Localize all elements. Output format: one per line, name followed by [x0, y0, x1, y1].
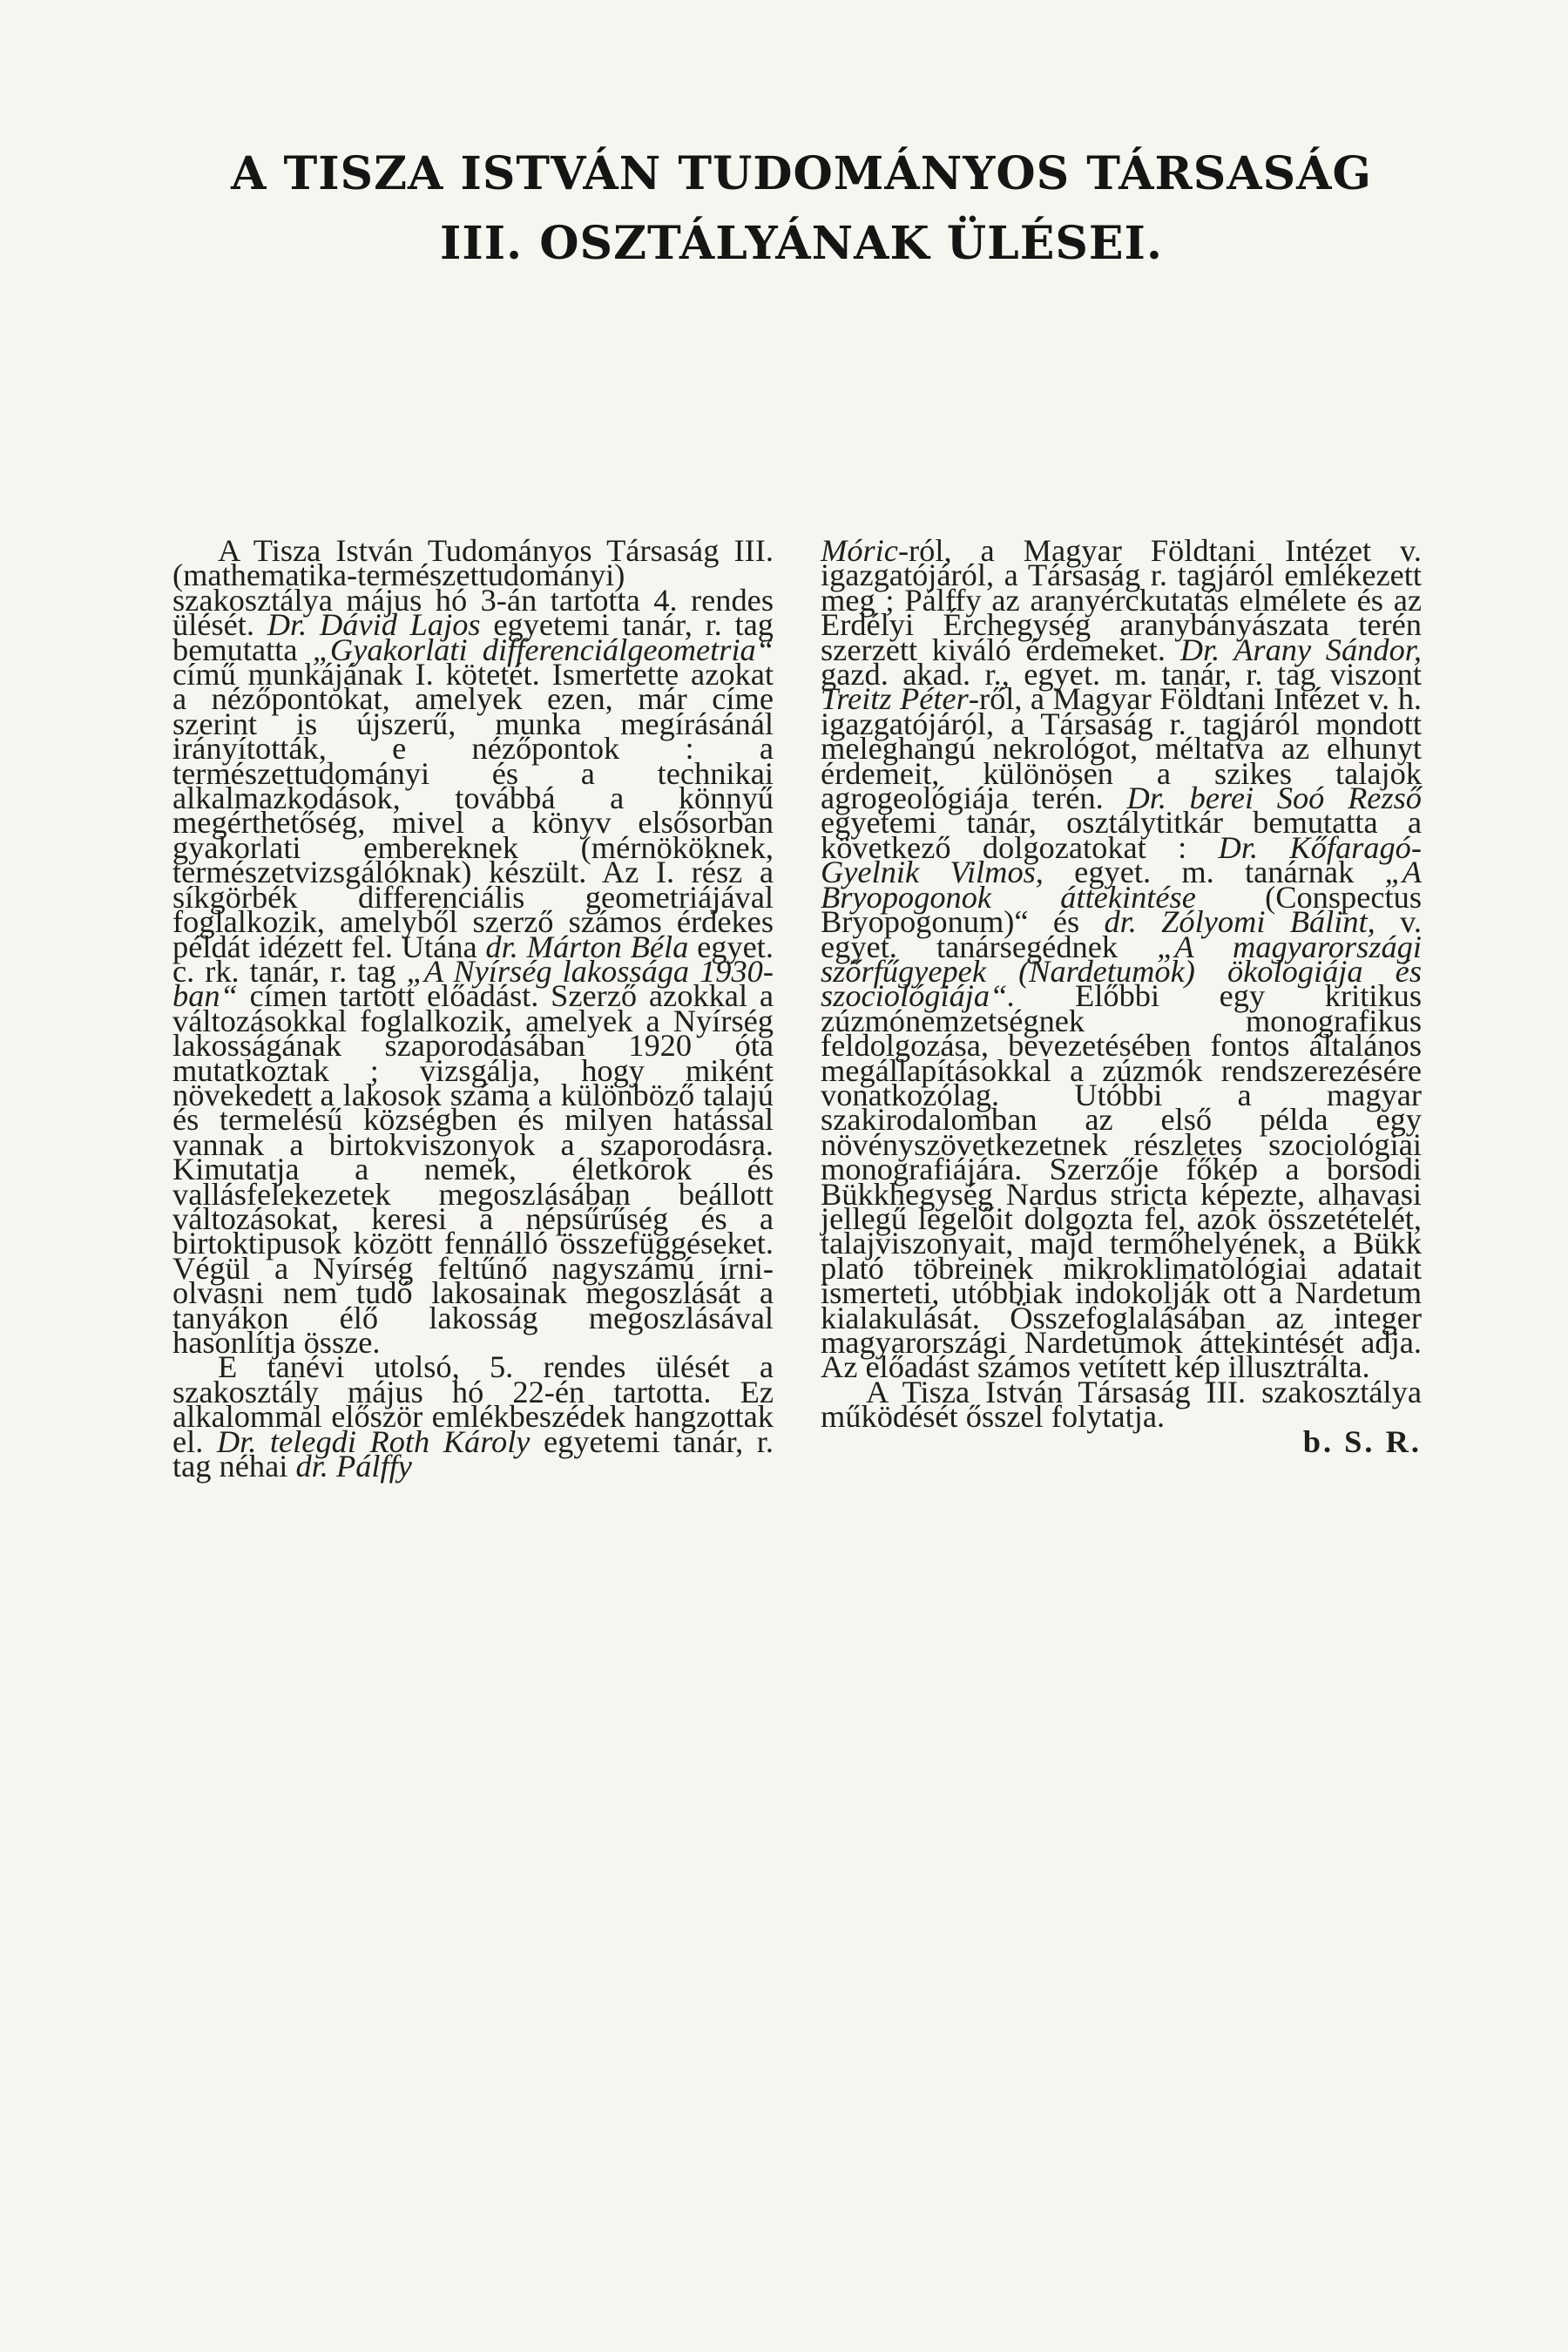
text-run: (Conspectus Bryopogonum)“ és [821, 879, 1422, 940]
italic-run: „Gyakorlati differenciálgeometria“ [312, 632, 774, 667]
page-title [174, 139, 1429, 279]
italic-run: Dr. telegdi Roth Károly [216, 1423, 531, 1459]
text-run: egyet. c. rk. tanár, r. tag [172, 929, 774, 989]
italic-run: Dr. Dávid Lajos [267, 607, 481, 643]
text-run: című munkájának I. kötetét. Ismertette azokat a nézőpontokat, amelyek ezen, már címe szerint is újszerű, munka megírásánál irányították, e nézőpontok : a természettudományi és a technikai alkalmazkodások, továbbá a könnyű megérthetőség, mivel a könyv elsősorban gyakorlati embereknek (mérnököknek, természetvizsgálóknak) készült. Az I. rész a síkgörbék differenciális geometriájával foglalkozik, amelyből szerző számos érdekes példát idézett fel. Utána [172, 657, 774, 964]
italic-run: „A magyarországi szőrfűgyepek (Nardetumok) ökologiája és szociológiája“. [821, 929, 1422, 1014]
text-run: -ről, a Magyar Földtani Intézet v. h. igazgatójáról, a Társaság r. tagjáról mondott meleghangú nekrológot, méltatva az elhunyt érdemeit, különösen a szikes talajok agrogeológiája terén. [821, 681, 1422, 816]
paragraph [172, 533, 774, 1360]
italic-run: dr. Pálffy [295, 1449, 412, 1484]
right-column [821, 533, 1423, 1459]
paragraph [172, 1349, 774, 1484]
text-run: -ról, a Magyar Földtani Intézet v. igazgatójáról, a Társaság r. tagjáról emlékezett meg ; Pálffy az aranyérckutatás elmélete és az Erdélyi Érchegység aranybányászata terén szerzett kiváló érdemeket. [821, 533, 1422, 667]
text-run: v. egyet. tanársegédnek [821, 904, 1423, 964]
title-line-1: A TISZA ISTVÁN TUDOMÁNYOS TÁRSASÁG [231, 147, 1372, 200]
italic-run: Treitz Péter [821, 681, 969, 717]
italic-run: Dr. Arany Sándor, [1179, 632, 1422, 667]
text-run: gazd. akad. r., egyet. m. tanár, r. tag viszont [821, 657, 1422, 693]
text-run: egyetemi tanár, r. tag néhai [172, 1423, 774, 1484]
left-column [172, 533, 774, 1484]
text-run: E tanévi utolsó, 5. rendes ülését a szakosztály május hó 22-én tartotta. Ez alkalommal először emlékbeszédek hangzottak el. [172, 1349, 774, 1459]
italic-run: dr. Márton Béla [485, 929, 689, 964]
signature: b. S. R. [1302, 1423, 1422, 1459]
text-run: címen tartott előadást. Szerző azokkal a változásokkal foglalkozik, amelyek a Nyírség lakosságának szaporodásában 1920 óta mutatkoztak ; vizsgálja, hogy miként növekedett a lakosok száma a különböző talajú és termelésű községben és milyen hatással vannak a birtokviszonyok a szaporodásra. Kimutatja a nemek, életkorok és vallásfelekezetek megoszlásában beállott változásokat, keresi a népsűrűség és a birtoktipusok között fennálló összefüggéseket. Végül a Nyírség feltűnő nagyszámú írni-olvasni nem tudó lakosainak megoszlását a tanyákon élő lakosság megoszlásával hasonlítja össze. [172, 978, 774, 1360]
italic-run: „A Nyírség lakossága 1930-ban“ [172, 953, 774, 1014]
italic-run: Dr. berei Soó Rezső [1126, 781, 1422, 816]
text-run: egyet. m. tanárnak [1043, 855, 1385, 890]
title-line-2: III. OSZTÁLYÁNAK ÜLÉSEI. [440, 217, 1163, 270]
text-run: A Tisza István Tudományos Társaság III. (mathematika-természettudományi) szakosztálya május hó 3-án tartotta 4. rendes ülését. [172, 533, 774, 643]
text-run: egyetemi tanár, r. tag bemutatta [172, 607, 774, 667]
paragraph [821, 533, 1423, 1385]
italic-run: Dr. Kőfaragó-Gyelnik Vilmos, [821, 829, 1422, 890]
italic-run: „A Bryopogonok áttekintése [821, 855, 1423, 915]
italic-run: Móric [821, 533, 898, 568]
text-run: Előbbi egy kritikus zúzmónemzetségnek monografikus feldolgozása, bevezetésében fontos általános megállapításokkal a zúzmók rendszerezésére vonatkozólag. Utóbbi a magyar szakirodalomban az első példa egy növényszövetkezetnek részletes szociológiai monografiájára. Szerzője főkép a borsodi Bükkhegység Nardus stricta képezte, alhavasi jellegű legelőit dolgozta fel, azok összetételét, talajviszonyait, majd termőhelyének, a Bükk plató töbreinek mikroklimatológiai adatait ismerteti, utóbbiak indokolják ott a Nardetum kialakulását. Összefoglalásában az integer magyarországi Nardetumok áttekintését adja. Az előadást számos vetített kép illusztrálta. [821, 978, 1422, 1385]
italic-run: dr. Zólyomi Bálint, [1104, 904, 1375, 940]
paragraph: A Tisza István Társaság III. szakosztálya működését ősszel folytatja. [821, 1374, 1422, 1435]
text-run: egyetemi tanár, osztálytitkár bemutatta a következő dolgozatokat : [821, 805, 1422, 865]
